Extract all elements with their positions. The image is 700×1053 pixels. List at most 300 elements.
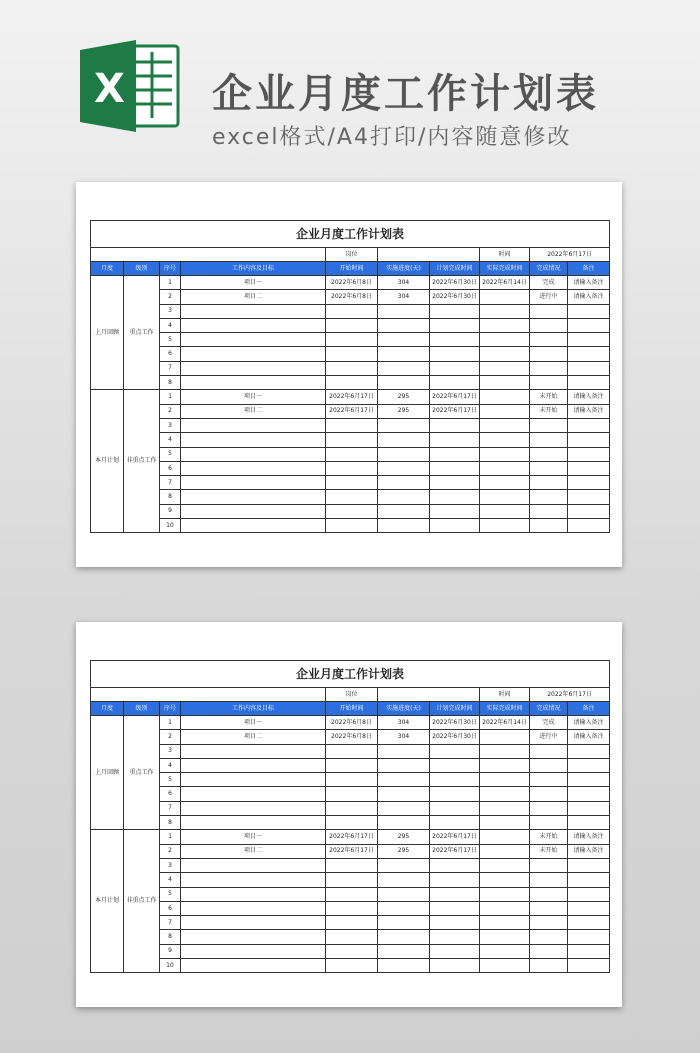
column-header: 实际完成时间	[480, 702, 530, 716]
cell-plan-end	[430, 376, 480, 390]
cell-days	[378, 787, 430, 801]
cell-days	[378, 376, 430, 390]
excel-icon	[80, 40, 180, 132]
cell-note	[568, 447, 610, 461]
row-number: 6	[160, 901, 181, 915]
cell-plan-end	[430, 347, 480, 361]
cell-days	[378, 461, 430, 475]
cell-note	[568, 801, 610, 815]
work-plan-table	[90, 220, 610, 533]
excel-logo-letter: X	[94, 66, 125, 112]
cell-actual-end	[480, 758, 530, 772]
cell-content	[181, 333, 326, 347]
cell-start	[326, 490, 378, 504]
table-row	[91, 461, 610, 475]
cell-actual-end	[480, 504, 530, 518]
cell-content	[181, 476, 326, 490]
cell-days	[378, 873, 430, 887]
table-row	[91, 447, 610, 461]
cell-days	[378, 347, 430, 361]
column-header: 序号	[160, 702, 181, 716]
table-row	[91, 744, 610, 758]
cell-plan-end: 2022年6月30日	[430, 276, 480, 290]
cell-actual-end	[480, 858, 530, 872]
table-row	[91, 830, 610, 844]
cell-note: 请输入备注	[568, 844, 610, 858]
cell-note: 请输入备注	[568, 730, 610, 744]
column-header: 级别	[124, 262, 160, 276]
cell-status	[530, 361, 568, 375]
time-value: 2022年6月17日	[530, 248, 610, 262]
table-row	[91, 418, 610, 432]
cell-actual-end	[480, 959, 530, 973]
cell-content	[181, 433, 326, 447]
cell-days	[378, 333, 430, 347]
cell-start	[326, 476, 378, 490]
row-number: 10	[160, 519, 181, 533]
table-row	[91, 716, 610, 730]
cell-status	[530, 873, 568, 887]
cell-plan-end	[430, 361, 480, 375]
table-row	[91, 519, 610, 533]
cell-status	[530, 744, 568, 758]
cell-start	[326, 787, 378, 801]
cell-actual-end	[480, 773, 530, 787]
row-number: 1	[160, 830, 181, 844]
cell-actual-end	[480, 418, 530, 432]
row-number: 4	[160, 873, 181, 887]
cell-note	[568, 490, 610, 504]
table-row	[91, 816, 610, 830]
cell-actual-end	[480, 830, 530, 844]
cell-days	[378, 304, 430, 318]
cell-plan-end	[430, 959, 480, 973]
row-number: 1	[160, 716, 181, 730]
column-header: 实施进度(天)	[378, 702, 430, 716]
cell-actual-end	[480, 376, 530, 390]
table-row	[91, 787, 610, 801]
cell-plan-end	[430, 901, 480, 915]
table-row	[91, 333, 610, 347]
cell-status	[530, 959, 568, 973]
cell-start: 2022年6月8日	[326, 730, 378, 744]
cell-content: 项目二	[181, 404, 326, 418]
row-number: 7	[160, 801, 181, 815]
cell-start	[326, 959, 378, 973]
info-blank	[91, 248, 326, 262]
cell-plan-end	[430, 418, 480, 432]
cell-note: 请输入备注	[568, 830, 610, 844]
cell-plan-end	[430, 916, 480, 930]
cell-actual-end	[480, 476, 530, 490]
cell-content	[181, 887, 326, 901]
cell-content	[181, 959, 326, 973]
cell-days	[378, 930, 430, 944]
cell-actual-end: 2022年6月14日	[480, 716, 530, 730]
cell-status: 完成	[530, 716, 568, 730]
cell-start	[326, 347, 378, 361]
month-cell: 上月回顾	[91, 716, 124, 830]
cell-days	[378, 916, 430, 930]
cell-start	[326, 758, 378, 772]
cell-plan-end	[430, 519, 480, 533]
cell-content	[181, 901, 326, 915]
cell-content: 项目二	[181, 844, 326, 858]
page-header	[0, 0, 700, 170]
cell-plan-end	[430, 304, 480, 318]
row-number: 1	[160, 390, 181, 404]
table-row	[91, 916, 610, 930]
cell-days: 304	[378, 716, 430, 730]
sheet-preview-1	[76, 182, 622, 567]
cell-actual-end	[480, 730, 530, 744]
cell-note	[568, 930, 610, 944]
cell-status	[530, 347, 568, 361]
cell-actual-end	[480, 816, 530, 830]
row-number: 2	[160, 844, 181, 858]
cell-note	[568, 304, 610, 318]
cell-start	[326, 304, 378, 318]
cell-days	[378, 318, 430, 332]
cell-plan-end: 2022年6月17日	[430, 830, 480, 844]
cell-start: 2022年6月17日	[326, 830, 378, 844]
cell-note	[568, 476, 610, 490]
cell-days: 295	[378, 390, 430, 404]
cell-plan-end	[430, 887, 480, 901]
cell-actual-end	[480, 333, 530, 347]
cell-days	[378, 744, 430, 758]
column-header: 完成情况	[530, 262, 568, 276]
cell-actual-end	[480, 447, 530, 461]
row-number: 6	[160, 787, 181, 801]
table-row	[91, 873, 610, 887]
cell-content	[181, 347, 326, 361]
cell-actual-end	[480, 930, 530, 944]
cell-note: 请输入备注	[568, 276, 610, 290]
cell-plan-end	[430, 333, 480, 347]
cell-note	[568, 519, 610, 533]
cell-days	[378, 519, 430, 533]
cell-content	[181, 376, 326, 390]
row-number: 5	[160, 887, 181, 901]
row-number: 8	[160, 376, 181, 390]
cell-plan-end	[430, 744, 480, 758]
cell-plan-end	[430, 433, 480, 447]
row-number: 5	[160, 447, 181, 461]
cell-actual-end	[480, 318, 530, 332]
column-header: 序号	[160, 262, 181, 276]
cell-plan-end	[430, 318, 480, 332]
cell-actual-end	[480, 404, 530, 418]
cell-start	[326, 773, 378, 787]
cell-status	[530, 490, 568, 504]
cell-start	[326, 873, 378, 887]
cell-note	[568, 376, 610, 390]
cell-actual-end	[480, 361, 530, 375]
cell-actual-end	[480, 844, 530, 858]
cell-plan-end: 2022年6月17日	[430, 390, 480, 404]
cell-days	[378, 490, 430, 504]
column-header: 计划完成时间	[430, 262, 480, 276]
cell-days	[378, 887, 430, 901]
cell-start	[326, 744, 378, 758]
cell-start	[326, 930, 378, 944]
row-number: 3	[160, 858, 181, 872]
cell-days	[378, 758, 430, 772]
cell-actual-end	[480, 801, 530, 815]
sheet-title: 企业月度工作计划表	[91, 661, 610, 688]
cell-start	[326, 916, 378, 930]
work-plan-table	[90, 660, 610, 973]
cell-status	[530, 787, 568, 801]
table-row	[91, 490, 610, 504]
table-row	[91, 276, 610, 290]
level-cell: 重点工作	[124, 716, 160, 830]
sheet-preview-2	[76, 622, 622, 1007]
cell-status	[530, 447, 568, 461]
cell-content	[181, 744, 326, 758]
table-row	[91, 504, 610, 518]
cell-status	[530, 901, 568, 915]
cell-start: 2022年6月8日	[326, 290, 378, 304]
row-number: 4	[160, 433, 181, 447]
cell-status	[530, 816, 568, 830]
cell-start	[326, 816, 378, 830]
cell-days: 295	[378, 404, 430, 418]
column-header: 实施进度(天)	[378, 262, 430, 276]
cell-note	[568, 873, 610, 887]
cell-status	[530, 930, 568, 944]
row-number: 8	[160, 816, 181, 830]
cell-days	[378, 858, 430, 872]
cell-content	[181, 461, 326, 475]
cell-plan-end: 2022年6月17日	[430, 404, 480, 418]
cell-actual-end	[480, 290, 530, 304]
row-number: 8	[160, 490, 181, 504]
cell-content	[181, 504, 326, 518]
cell-start	[326, 801, 378, 815]
cell-note: 请输入备注	[568, 390, 610, 404]
cell-start	[326, 519, 378, 533]
cell-status	[530, 801, 568, 815]
cell-days	[378, 944, 430, 958]
cell-days	[378, 447, 430, 461]
cell-plan-end	[430, 816, 480, 830]
column-header: 月度	[91, 702, 124, 716]
column-header: 月度	[91, 262, 124, 276]
cell-days: 295	[378, 844, 430, 858]
cell-plan-end	[430, 476, 480, 490]
cell-content: 项目二	[181, 730, 326, 744]
cell-note	[568, 758, 610, 772]
cell-content	[181, 916, 326, 930]
cell-note	[568, 461, 610, 475]
cell-plan-end	[430, 773, 480, 787]
post-label: 岗位	[326, 248, 378, 262]
column-header: 开始时间	[326, 262, 378, 276]
cell-note	[568, 959, 610, 973]
cell-status	[530, 318, 568, 332]
cell-start	[326, 418, 378, 432]
cell-status: 未开始	[530, 830, 568, 844]
cell-note	[568, 318, 610, 332]
column-header: 工作内容及目标	[181, 262, 326, 276]
table-row	[91, 476, 610, 490]
cell-note	[568, 787, 610, 801]
row-number: 3	[160, 304, 181, 318]
cell-status	[530, 461, 568, 475]
table-row	[91, 730, 610, 744]
cell-plan-end: 2022年6月30日	[430, 730, 480, 744]
page-title: 企业月度工作计划表	[212, 71, 599, 117]
cell-days: 304	[378, 290, 430, 304]
cell-actual-end	[480, 433, 530, 447]
table-row	[91, 944, 610, 958]
column-header: 完成情况	[530, 702, 568, 716]
cell-content	[181, 318, 326, 332]
row-number: 9	[160, 944, 181, 958]
cell-status: 未开始	[530, 390, 568, 404]
cell-content	[181, 801, 326, 815]
cell-actual-end	[480, 787, 530, 801]
cell-status: 未开始	[530, 404, 568, 418]
cell-start: 2022年6月17日	[326, 390, 378, 404]
row-number: 2	[160, 730, 181, 744]
row-number: 2	[160, 404, 181, 418]
row-number: 10	[160, 959, 181, 973]
table-row	[91, 404, 610, 418]
cell-status: 进行中	[530, 730, 568, 744]
cell-days	[378, 901, 430, 915]
table-row	[91, 930, 610, 944]
row-number: 3	[160, 418, 181, 432]
cell-actual-end	[480, 873, 530, 887]
column-header: 计划完成时间	[430, 702, 480, 716]
column-header: 备注	[568, 702, 610, 716]
table-row	[91, 304, 610, 318]
cell-plan-end	[430, 758, 480, 772]
cell-status: 未开始	[530, 844, 568, 858]
cell-start	[326, 461, 378, 475]
post-value	[378, 688, 480, 702]
cell-actual-end	[480, 347, 530, 361]
cell-days	[378, 433, 430, 447]
cell-note	[568, 361, 610, 375]
table-row	[91, 959, 610, 973]
cell-note	[568, 333, 610, 347]
row-number: 5	[160, 773, 181, 787]
column-header: 开始时间	[326, 702, 378, 716]
table-row	[91, 887, 610, 901]
table-row	[91, 433, 610, 447]
cell-plan-end: 2022年6月17日	[430, 844, 480, 858]
cell-status	[530, 376, 568, 390]
cell-content	[181, 361, 326, 375]
cell-note	[568, 916, 610, 930]
cell-days	[378, 801, 430, 815]
level-cell: 非重点工作	[124, 390, 160, 533]
cell-start	[326, 376, 378, 390]
cell-actual-end	[480, 519, 530, 533]
cell-start: 2022年6月17日	[326, 404, 378, 418]
cell-status	[530, 944, 568, 958]
cell-plan-end	[430, 447, 480, 461]
cell-start	[326, 318, 378, 332]
table-row	[91, 390, 610, 404]
table-row	[91, 858, 610, 872]
row-number: 8	[160, 930, 181, 944]
row-number: 4	[160, 758, 181, 772]
table-row	[91, 773, 610, 787]
cell-actual-end	[480, 304, 530, 318]
cell-plan-end	[430, 944, 480, 958]
level-cell: 重点工作	[124, 276, 160, 390]
cell-content: 项目一	[181, 716, 326, 730]
table-row	[91, 376, 610, 390]
cell-actual-end	[480, 461, 530, 475]
cell-content	[181, 944, 326, 958]
month-cell: 本月计划	[91, 390, 124, 533]
cell-status	[530, 916, 568, 930]
cell-plan-end	[430, 930, 480, 944]
post-value	[378, 248, 480, 262]
cell-plan-end	[430, 490, 480, 504]
cell-days	[378, 816, 430, 830]
cell-plan-end	[430, 801, 480, 815]
time-value: 2022年6月17日	[530, 688, 610, 702]
cell-plan-end: 2022年6月30日	[430, 716, 480, 730]
cell-days	[378, 959, 430, 973]
column-header: 级别	[124, 702, 160, 716]
cell-start	[326, 504, 378, 518]
cell-start	[326, 944, 378, 958]
cell-status: 完成	[530, 276, 568, 290]
cell-start: 2022年6月17日	[326, 844, 378, 858]
page-subtitle: excel格式/A4打印/内容随意修改	[212, 125, 572, 150]
cell-content	[181, 758, 326, 772]
time-label: 时间	[480, 688, 530, 702]
cell-status	[530, 887, 568, 901]
cell-days: 295	[378, 830, 430, 844]
table-row	[91, 901, 610, 915]
row-number: 4	[160, 318, 181, 332]
cell-days: 304	[378, 730, 430, 744]
cell-content	[181, 519, 326, 533]
cell-actual-end	[480, 916, 530, 930]
table-row	[91, 347, 610, 361]
cell-days	[378, 476, 430, 490]
cell-note: 请输入备注	[568, 716, 610, 730]
row-number: 5	[160, 333, 181, 347]
cell-note	[568, 816, 610, 830]
cell-start	[326, 333, 378, 347]
cell-content: 项目二	[181, 290, 326, 304]
table-row	[91, 758, 610, 772]
cell-days	[378, 504, 430, 518]
table-row	[91, 361, 610, 375]
table-row	[91, 290, 610, 304]
cell-status	[530, 758, 568, 772]
cell-actual-end	[480, 744, 530, 758]
cell-days	[378, 773, 430, 787]
cell-actual-end	[480, 490, 530, 504]
cell-start	[326, 447, 378, 461]
row-number: 6	[160, 461, 181, 475]
cell-actual-end	[480, 944, 530, 958]
cell-days	[378, 361, 430, 375]
cell-status	[530, 476, 568, 490]
cell-note	[568, 347, 610, 361]
